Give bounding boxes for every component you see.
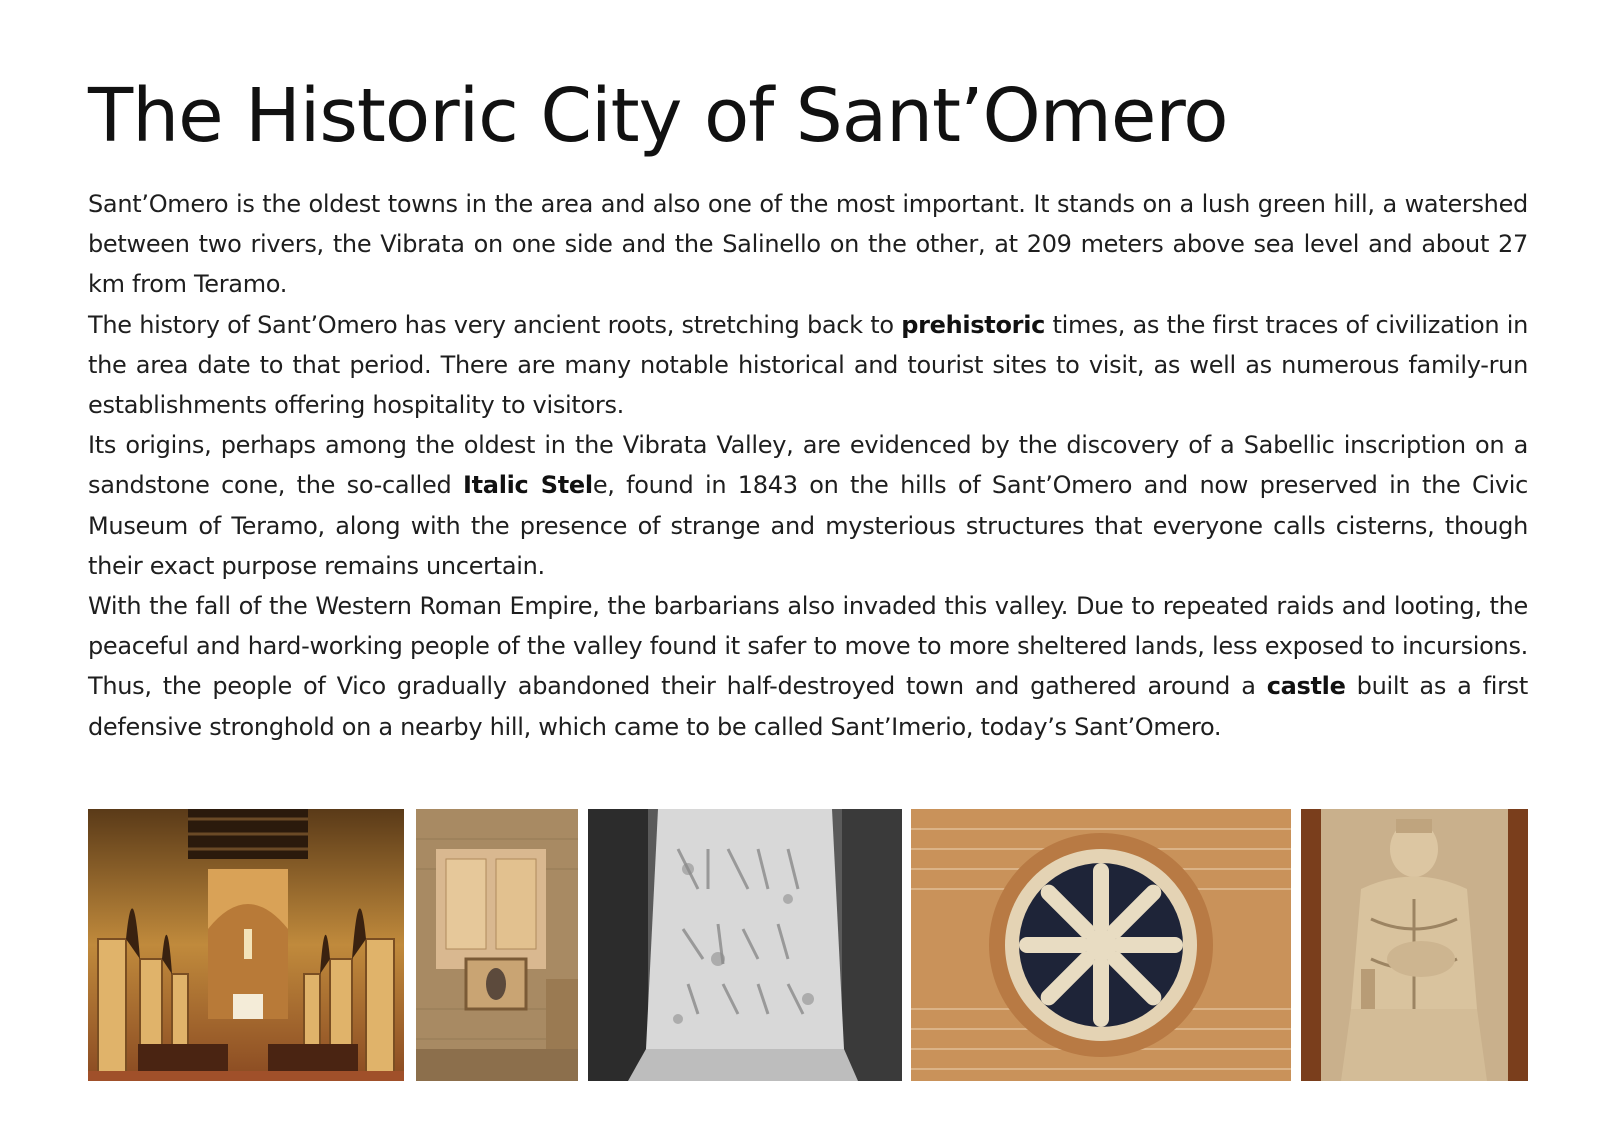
stele-photo: [588, 809, 902, 1081]
paragraph-3: [88, 425, 1528, 586]
paragraph-3-bold: Italic Stel: [463, 471, 593, 500]
paragraph-2-bold: prehistoric: [901, 310, 1046, 339]
paragraph-4-text-a: With the fall of the Western Roman Empire, the barbarians also invaded this valley. Due to repeated raids and looting, the peaceful and hard-working people of the valley found it safer to move to more sheltered lands, less exposed to incursions. Thus, the people of Vico gradually abandoned their half-destroyed town and gathered around a: [88, 592, 1528, 701]
paragraph-4-text-c: built as a first defensive stronghold on a nearby hill, which came to be called Sant’Imerio, today’s Sant’Omero.: [88, 672, 1528, 741]
church-interior-photo: [88, 809, 404, 1081]
paragraph-2-text-c: times, as the first traces of civilization in the area date to that period. There are many notable historical and tourist sites to visit, as well as numerous family-run establishments offering hospitality to visitors.: [88, 310, 1528, 420]
photo-strip: [88, 809, 1528, 1083]
paragraph-3-text-c: e, found in 1843 on the hills of Sant’Omero and now preserved in the Civic Museum of Teramo, along with the presence of strange and mysterious structures that everyone calls cisterns, though their exact purpose remains uncertain.: [88, 471, 1528, 580]
paragraph-2-text-a: The history of Sant’Omero has very ancient roots, stretching back to: [88, 310, 902, 339]
paragraph-4-bold: castle: [1266, 672, 1346, 701]
page-title: The Historic City of Sant’Omero: [88, 73, 1228, 159]
fresco-wall-photo: [416, 809, 578, 1081]
paragraph-4: [88, 586, 1528, 747]
paragraph-1: Sant’Omero is the oldest towns in the area and also one of the most important. It stands on a lush green hill, a watershed between two rivers, the Vibrata on one side and the Salinello on the other, at 209 meters above sea level and about 27 km from Teramo.: [88, 190, 1528, 299]
knight-effigy-photo: [1301, 809, 1528, 1081]
rose-window-photo: [911, 809, 1291, 1081]
paragraph-2: [88, 305, 1528, 426]
paragraph-3-text-a: Its origins, perhaps among the oldest in the Vibrata Valley, are evidenced by the discovery of a Sabellic inscription on a sandstone cone, the so-called: [88, 431, 1528, 500]
body-text: [88, 184, 1528, 747]
